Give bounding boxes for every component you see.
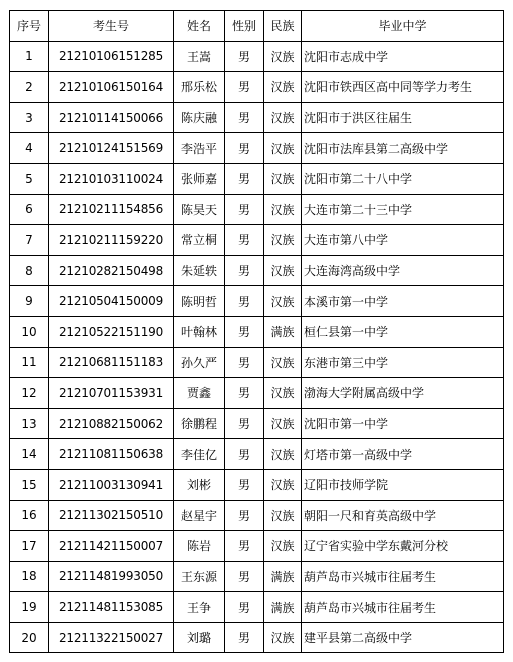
cell-name: 陈岩 [174,531,225,562]
cell-exam-id: 21210211159220 [49,225,174,256]
cell-exam-id: 21210681151183 [49,347,174,378]
cell-index: 18 [10,561,49,592]
cell-index: 3 [10,102,49,133]
cell-school: 大连市第八中学 [302,225,504,256]
table-row [10,561,504,592]
cell-exam-id: 21210103110024 [49,163,174,194]
cell-name: 贾鑫 [174,378,225,409]
cell-name: 陈庆融 [174,102,225,133]
table-row [10,469,504,500]
table-row [10,316,504,347]
cell-ethnicity: 汉族 [264,225,302,256]
cell-name: 叶翰林 [174,316,225,347]
cell-ethnicity: 汉族 [264,408,302,439]
cell-school: 葫芦岛市兴城市往届考生 [302,561,504,592]
cell-ethnicity: 满族 [264,592,302,623]
cell-school: 朝阳一尺和育英高级中学 [302,500,504,531]
cell-school: 沈阳市铁西区高中同等学力考生 [302,72,504,103]
cell-school: 建平县第二高级中学 [302,622,504,653]
cell-index: 17 [10,531,49,562]
cell-gender: 男 [225,500,264,531]
cell-ethnicity: 汉族 [264,500,302,531]
cell-school: 大连市第二十三中学 [302,194,504,225]
cell-exam-id: 21210504150009 [49,286,174,317]
cell-index: 11 [10,347,49,378]
cell-ethnicity: 汉族 [264,622,302,653]
cell-name: 陈昊天 [174,194,225,225]
cell-gender: 男 [225,133,264,164]
cell-ethnicity: 汉族 [264,255,302,286]
cell-exam-id: 21210882150062 [49,408,174,439]
cell-gender: 男 [225,408,264,439]
cell-name: 刘彬 [174,469,225,500]
cell-name: 徐鹏程 [174,408,225,439]
table-body [10,41,504,653]
cell-name: 常立桐 [174,225,225,256]
table-row [10,163,504,194]
cell-name: 王争 [174,592,225,623]
table-row [10,72,504,103]
cell-name: 朱延轶 [174,255,225,286]
cell-exam-id: 21210211154856 [49,194,174,225]
cell-exam-id: 21211003130941 [49,469,174,500]
cell-school: 东港市第三中学 [302,347,504,378]
cell-ethnicity: 汉族 [264,378,302,409]
cell-school: 沈阳市志成中学 [302,41,504,72]
header-index: 序号 [10,11,49,42]
cell-ethnicity: 汉族 [264,102,302,133]
cell-name: 张师嘉 [174,163,225,194]
cell-gender: 男 [225,378,264,409]
cell-name: 李佳亿 [174,439,225,470]
cell-ethnicity: 满族 [264,316,302,347]
cell-name: 李浩平 [174,133,225,164]
cell-school: 本溪市第一中学 [302,286,504,317]
cell-school: 沈阳市于洪区往届生 [302,102,504,133]
cell-name: 赵星宇 [174,500,225,531]
cell-exam-id: 21211322150027 [49,622,174,653]
table-row [10,255,504,286]
cell-school: 辽阳市技师学院 [302,469,504,500]
table-row [10,41,504,72]
cell-index: 10 [10,316,49,347]
cell-ethnicity: 满族 [264,561,302,592]
cell-exam-id: 21211302150510 [49,500,174,531]
cell-school: 大连海湾高级中学 [302,255,504,286]
cell-name: 陈明哲 [174,286,225,317]
cell-gender: 男 [225,194,264,225]
cell-gender: 男 [225,622,264,653]
cell-index: 14 [10,439,49,470]
cell-index: 7 [10,225,49,256]
cell-school: 渤海大学附属高级中学 [302,378,504,409]
cell-ethnicity: 汉族 [264,347,302,378]
cell-index: 4 [10,133,49,164]
cell-exam-id: 21211481993050 [49,561,174,592]
cell-index: 19 [10,592,49,623]
cell-gender: 男 [225,469,264,500]
cell-index: 12 [10,378,49,409]
cell-ethnicity: 汉族 [264,531,302,562]
cell-gender: 男 [225,163,264,194]
results-sheet [9,10,504,653]
table-row [10,133,504,164]
cell-name: 孙久严 [174,347,225,378]
cell-ethnicity: 汉族 [264,194,302,225]
cell-exam-id: 21211081150638 [49,439,174,470]
cell-gender: 男 [225,72,264,103]
cell-ethnicity: 汉族 [264,469,302,500]
cell-index: 2 [10,72,49,103]
table-row [10,347,504,378]
student-table [9,10,504,653]
cell-school: 葫芦岛市兴城市往届考生 [302,592,504,623]
cell-exam-id: 21210701153931 [49,378,174,409]
cell-gender: 男 [225,439,264,470]
cell-gender: 男 [225,531,264,562]
cell-exam-id: 21210114150066 [49,102,174,133]
cell-school: 灯塔市第一高级中学 [302,439,504,470]
header-exam-id: 考生号 [49,11,174,42]
cell-gender: 男 [225,102,264,133]
cell-exam-id: 21210522151190 [49,316,174,347]
header-gender: 性别 [225,11,264,42]
cell-exam-id: 21210106150164 [49,72,174,103]
table-row [10,408,504,439]
cell-exam-id: 21211481153085 [49,592,174,623]
cell-index: 6 [10,194,49,225]
cell-ethnicity: 汉族 [264,41,302,72]
cell-exam-id: 21210282150498 [49,255,174,286]
cell-gender: 男 [225,316,264,347]
cell-school: 桓仁县第一中学 [302,316,504,347]
table-row [10,378,504,409]
cell-name: 邢乐松 [174,72,225,103]
cell-school: 沈阳市法库县第二高级中学 [302,133,504,164]
cell-gender: 男 [225,225,264,256]
cell-ethnicity: 汉族 [264,72,302,103]
table-row [10,531,504,562]
cell-name: 王嵩 [174,41,225,72]
cell-ethnicity: 汉族 [264,133,302,164]
cell-gender: 男 [225,41,264,72]
table-header-row [10,11,504,42]
cell-gender: 男 [225,255,264,286]
cell-gender: 男 [225,561,264,592]
cell-index: 8 [10,255,49,286]
cell-index: 1 [10,41,49,72]
cell-index: 9 [10,286,49,317]
cell-ethnicity: 汉族 [264,286,302,317]
table-row [10,194,504,225]
header-ethnicity: 民族 [264,11,302,42]
cell-name: 刘璐 [174,622,225,653]
cell-school: 沈阳市第一中学 [302,408,504,439]
cell-index: 13 [10,408,49,439]
cell-exam-id: 21210106151285 [49,41,174,72]
table-row [10,439,504,470]
table-row [10,102,504,133]
table-row [10,592,504,623]
header-name: 姓名 [174,11,225,42]
cell-exam-id: 21210124151569 [49,133,174,164]
cell-index: 5 [10,163,49,194]
cell-gender: 男 [225,592,264,623]
cell-ethnicity: 汉族 [264,439,302,470]
cell-gender: 男 [225,286,264,317]
table-row [10,622,504,653]
cell-index: 16 [10,500,49,531]
cell-index: 15 [10,469,49,500]
cell-gender: 男 [225,347,264,378]
cell-index: 20 [10,622,49,653]
cell-ethnicity: 汉族 [264,163,302,194]
header-school: 毕业中学 [302,11,504,42]
table-row [10,500,504,531]
cell-school: 沈阳市第二十八中学 [302,163,504,194]
table-row [10,225,504,256]
cell-exam-id: 21211421150007 [49,531,174,562]
table-row [10,286,504,317]
cell-name: 王东源 [174,561,225,592]
cell-school: 辽宁省实验中学东戴河分校 [302,531,504,562]
